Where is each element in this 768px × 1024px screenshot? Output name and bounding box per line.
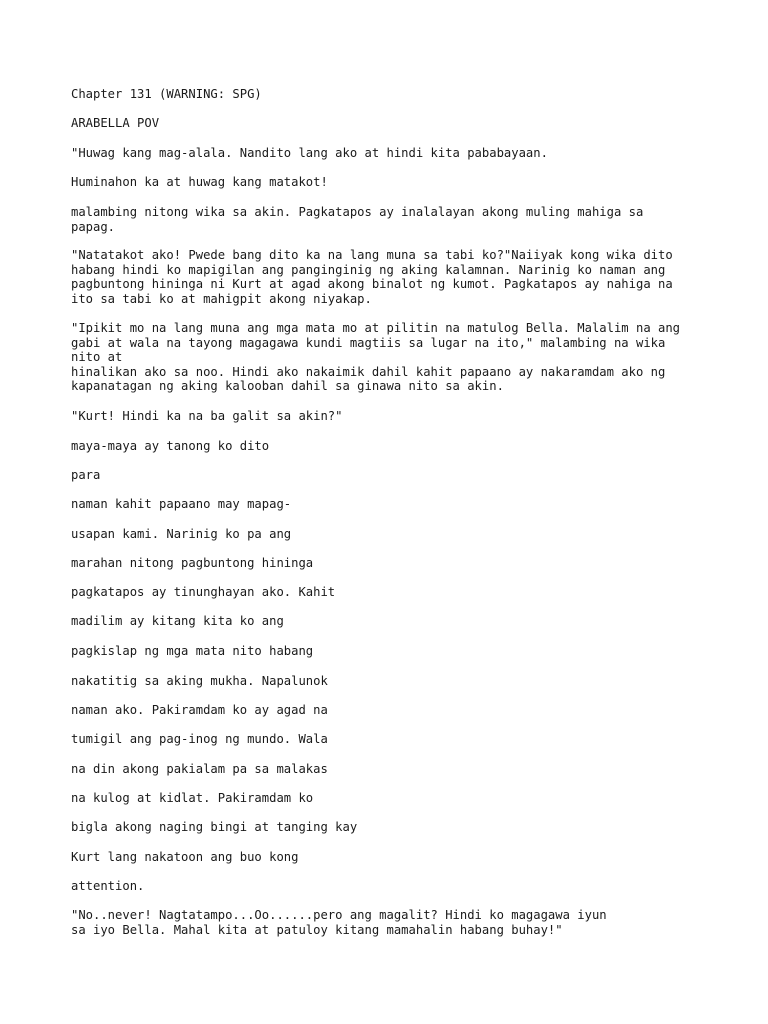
paragraph: bigla akong naging bingi at tanging kay bbox=[71, 820, 358, 834]
paragraph: "Ipikit mo na lang muna ang mga mata mo at pilitin na matulog Bella. Malalim na ang gabi at wala na tayong magagawa kundi magtiis sa lugar na ito," malambing na wika nito at hinalikan ako sa noo. Hindi ako nakaimik dahil kahit papaano ay nakaramdam ako ng kapanatagan ng aking kalooban dahil sa ginawa nito sa akin. bbox=[71, 321, 681, 394]
paragraph: naman ako. Pakiramdam ko ay agad na bbox=[71, 703, 328, 717]
paragraph: nakatitig sa aking mukha. Napalunok bbox=[71, 674, 328, 688]
paragraph: "Natatakot ako! Pwede bang dito ka na lang muna sa tabi ko?"Naiiyak kong wika dito habang hindi ko mapigilan ang panginginig ng aking kalamnan. Narinig ko naman ang pagbuntong hininga ni Kurt at agad akong binalot ng kumot. Pagkatapos ay nahiga na ito sa tabi ko at mahigpit akong niyakap. bbox=[71, 248, 673, 306]
paragraph: Huminahon ka at huwag kang matakot! bbox=[71, 175, 328, 189]
paragraph: "Huwag kang mag-alala. Nandito lang ako at hindi kita pababayaan. bbox=[71, 146, 548, 160]
chapter-title: Chapter 131 (WARNING: SPG) bbox=[71, 87, 262, 101]
paragraph: usapan kami. Narinig ko pa ang bbox=[71, 527, 292, 541]
paragraph: naman kahit papaano may mapag- bbox=[71, 497, 292, 511]
paragraph: "No..never! Nagtatampo...Oo......pero ang magalit? Hindi ko magagawa iyun sa iyo Bella. Mahal kita at patuloy kitang mamahalin habang buhay!" bbox=[71, 908, 607, 937]
paragraph: attention. bbox=[71, 879, 145, 893]
paragraph: Kurt lang nakatoon ang buo kong bbox=[71, 850, 299, 864]
paragraph: maya-maya ay tanong ko dito bbox=[71, 439, 270, 453]
paragraph: pagkatapos ay tinunghayan ako. Kahit bbox=[71, 585, 336, 599]
paragraph: na kulog at kidlat. Pakiramdam ko bbox=[71, 791, 314, 805]
paragraph: na din akong pakialam pa sa malakas bbox=[71, 762, 328, 776]
paragraph: "Kurt! Hindi ka na ba galit sa akin?" bbox=[71, 409, 343, 423]
paragraph: marahan nitong pagbuntong hininga bbox=[71, 556, 314, 570]
paragraph: pagkislap ng mga mata nito habang bbox=[71, 644, 314, 658]
paragraph: malambing nitong wika sa akin. Pagkatapos ay inalalayan akong muling mahiga sa papag. bbox=[71, 205, 644, 234]
paragraph: tumigil ang pag-inog ng mundo. Wala bbox=[71, 732, 328, 746]
pov-heading: ARABELLA POV bbox=[71, 116, 160, 130]
paragraph: para bbox=[71, 468, 101, 482]
paragraph: madilim ay kitang kita ko ang bbox=[71, 614, 284, 628]
